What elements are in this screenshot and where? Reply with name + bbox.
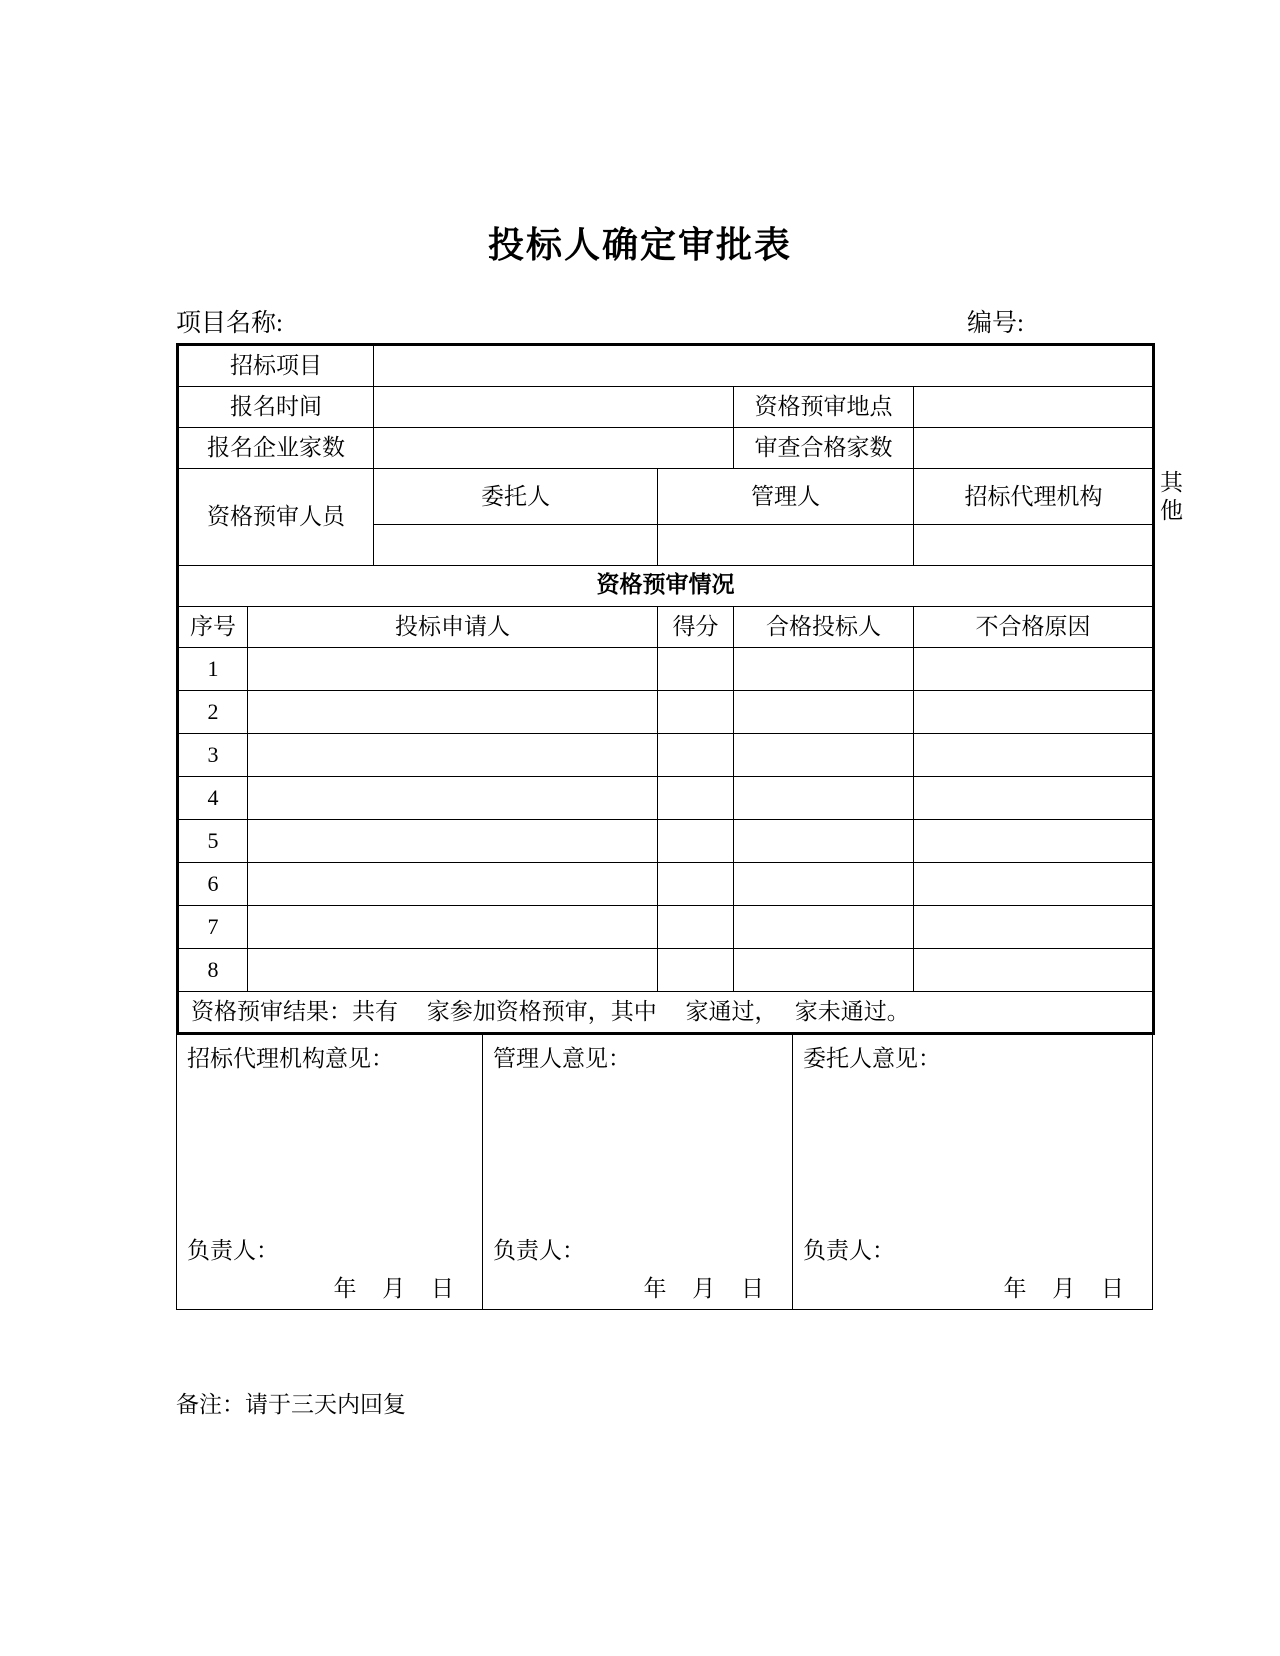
col-entruster: 委托人	[374, 469, 658, 525]
table-row	[178, 566, 1154, 607]
table-row	[178, 691, 1154, 734]
value-registered-count[interactable]	[374, 428, 734, 469]
label-prequal-staff: 资格预审人员	[178, 469, 374, 566]
cell-qualified[interactable]	[734, 820, 914, 863]
label-signup-time: 报名时间	[178, 387, 374, 428]
footer-note: 备注：请于三天内回复	[176, 1392, 406, 1417]
label-prequal-location: 资格预审地点	[734, 387, 914, 428]
table-row	[178, 863, 1154, 906]
cell-qualified[interactable]	[734, 691, 914, 734]
opinion-title-agency: 招标代理机构意见：	[187, 1046, 394, 1071]
table-row	[178, 648, 1154, 691]
cell-applicant[interactable]	[248, 949, 658, 992]
page-title: 投标人确定审批表	[487, 225, 792, 266]
label-registered-count: 报名企业家数	[178, 428, 374, 469]
value-tender-project[interactable]	[374, 345, 1154, 387]
table-row	[178, 387, 1154, 428]
col-score: 得分	[658, 607, 734, 648]
opinion-title-administrator: 管理人意见：	[493, 1046, 631, 1071]
project-name-label: 项目名称:	[176, 310, 283, 337]
cell-score[interactable]	[658, 691, 734, 734]
table-row	[178, 777, 1154, 820]
date-label-entruster: 年 月 日	[1003, 1276, 1134, 1301]
cell-reason[interactable]	[914, 691, 1154, 734]
signer-label-administrator: 负责人：	[493, 1238, 585, 1263]
table-row	[178, 992, 1154, 1034]
cell-score[interactable]	[658, 906, 734, 949]
cell-applicant[interactable]	[248, 820, 658, 863]
date-label-administrator: 年 月 日	[643, 1276, 774, 1301]
main-form-table	[176, 343, 1184, 1035]
table-row	[178, 949, 1154, 992]
col-bid-applicant: 投标申请人	[248, 607, 658, 648]
value-prequal-location[interactable]	[914, 387, 1154, 428]
cell-applicant[interactable]	[248, 691, 658, 734]
opinions-table	[176, 1033, 1153, 1310]
cell-score[interactable]	[658, 777, 734, 820]
cell-index: 5	[178, 820, 248, 863]
cell-reason[interactable]	[914, 777, 1154, 820]
col-disqualify-reason: 不合格原因	[914, 607, 1154, 648]
cell-qualified[interactable]	[734, 734, 914, 777]
table-row	[178, 734, 1154, 777]
cell-qualified[interactable]	[734, 906, 914, 949]
value-administrator[interactable]	[658, 525, 914, 566]
cell-qualified[interactable]	[734, 777, 914, 820]
table-row	[178, 820, 1154, 863]
cell-index: 6	[178, 863, 248, 906]
cell-reason[interactable]	[914, 734, 1154, 777]
cell-applicant[interactable]	[248, 648, 658, 691]
opinion-cell-administrator	[483, 1034, 793, 1310]
table-row	[177, 1034, 1153, 1310]
col-qualified-bidder: 合格投标人	[734, 607, 914, 648]
cell-applicant[interactable]	[248, 906, 658, 949]
section-header-prequalification: 资格预审情况	[178, 566, 1154, 607]
date-label-agency: 年 月 日	[333, 1276, 464, 1301]
cell-index: 4	[178, 777, 248, 820]
cell-score[interactable]	[658, 648, 734, 691]
cell-reason[interactable]	[914, 949, 1154, 992]
table-row	[178, 428, 1154, 469]
signer-label-entruster: 负责人：	[803, 1238, 895, 1263]
cell-score[interactable]	[658, 949, 734, 992]
cell-qualified[interactable]	[734, 648, 914, 691]
cell-applicant[interactable]	[248, 734, 658, 777]
table-row	[178, 906, 1154, 949]
value-signup-time[interactable]	[374, 387, 734, 428]
col-index: 序号	[178, 607, 248, 648]
table-row	[178, 607, 1154, 648]
opinion-title-entruster: 委托人意见：	[803, 1046, 941, 1071]
header-line	[176, 308, 1152, 340]
value-entruster[interactable]	[374, 525, 658, 566]
cell-reason[interactable]	[914, 820, 1154, 863]
cell-reason[interactable]	[914, 863, 1154, 906]
cell-score[interactable]	[658, 820, 734, 863]
cell-index: 8	[178, 949, 248, 992]
col-administrator: 管理人	[658, 469, 914, 525]
signer-label-agency: 负责人：	[187, 1238, 279, 1263]
cell-score[interactable]	[658, 863, 734, 906]
cell-reason[interactable]	[914, 906, 1154, 949]
label-tender-project: 招标项目	[178, 345, 374, 387]
cell-index: 1	[178, 648, 248, 691]
cell-qualified[interactable]	[734, 949, 914, 992]
cell-applicant[interactable]	[248, 777, 658, 820]
cell-score[interactable]	[658, 734, 734, 777]
table-row	[178, 345, 1154, 387]
col-tender-agency: 招标代理机构	[914, 469, 1154, 525]
cell-index: 2	[178, 691, 248, 734]
opinion-cell-entruster	[793, 1034, 1153, 1310]
cell-applicant[interactable]	[248, 863, 658, 906]
label-qualified-count: 审查合格家数	[734, 428, 914, 469]
value-tender-agency[interactable]	[914, 525, 1154, 566]
table-row: 资格预审人员 委托人 管理人 招标代理机构 其 他	[178, 469, 1154, 525]
serial-number-label: 编号:	[967, 310, 1024, 337]
prequalification-result-line: 资格预审结果：共有 家参加资格预审，其中 家通过， 家未通过。	[178, 992, 1154, 1034]
cell-index: 7	[178, 906, 248, 949]
value-qualified-count[interactable]	[914, 428, 1154, 469]
cell-qualified[interactable]	[734, 863, 914, 906]
opinion-cell-agency	[177, 1034, 483, 1310]
cell-index: 3	[178, 734, 248, 777]
cell-reason[interactable]	[914, 648, 1154, 691]
